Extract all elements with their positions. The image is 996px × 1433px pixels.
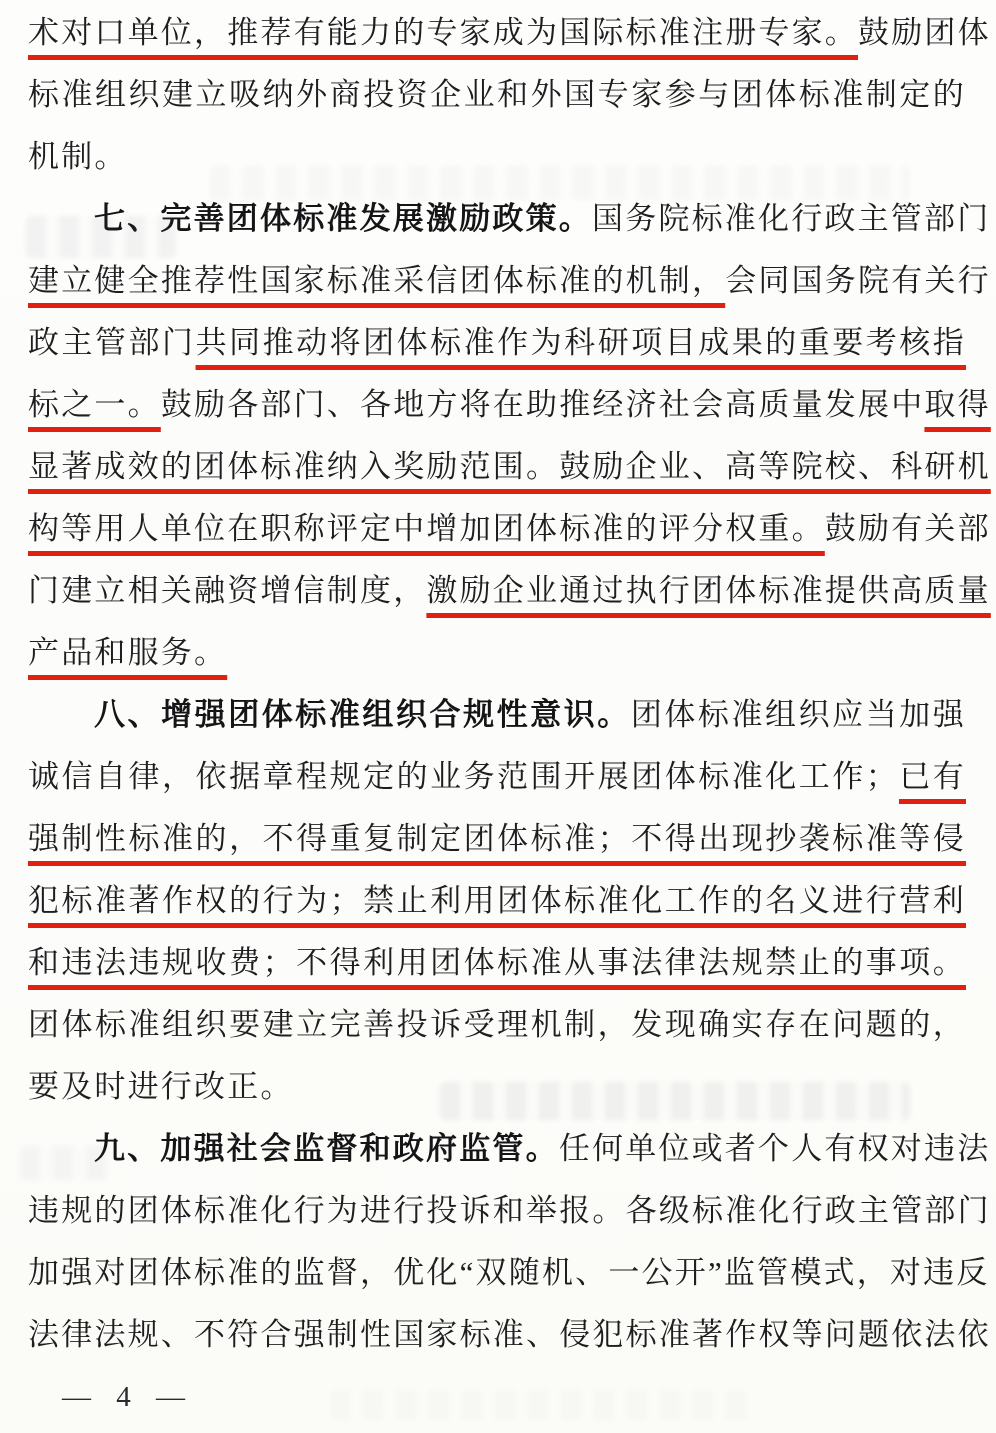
text-line xyxy=(28,312,966,374)
red-underlined-text-run: 犯标准著作权的行为；禁止利用团体标准化工作的名义进行营利 xyxy=(28,883,966,918)
text-line xyxy=(28,870,966,932)
red-underlined-text-run: 强制性标准的，不得重复制定团体标准；不得出现抄袭标准等侵 xyxy=(28,821,966,856)
text-run: 团体标准组织要建立完善投诉受理机制，发现确实存在问题的， xyxy=(28,1007,966,1042)
text-line xyxy=(28,808,966,870)
text-run: 违规的团体标准化行为进行投诉和举报。各级标准化行政主管部门 xyxy=(28,1193,991,1228)
red-underlined-text-run: 激励企业通过执行团体标准提供高质量 xyxy=(426,573,991,608)
text-run: 团体标准组织应当加强 xyxy=(630,697,966,732)
text-run: 要及时进行改正。 xyxy=(28,1069,294,1104)
red-underlined-text-run: 显著成效的团体标准纳入奖励范围。鼓励企业、高等院校、科研机 xyxy=(28,449,991,484)
red-underlined-text-run: 共同推动将团体标准作为科研项目成果的重要考核指 xyxy=(195,325,966,360)
text-line xyxy=(28,994,966,1056)
text-run: 鼓励各部门、各地方将在助推经济社会高质量发展中 xyxy=(160,387,925,422)
text-line xyxy=(28,374,991,436)
text-run: 加强对团体标准的监督，优化“双随机、一公开”监管模式，对违反 xyxy=(28,1255,990,1290)
text-run: 法律法规、不符合强制性国家标准、侵犯标准著作权等问题依法依 xyxy=(28,1317,991,1352)
red-underlined-text-run: 取得 xyxy=(924,387,991,422)
text-run: 标准组织建立吸纳外商投资企业和外国专家参与团体标准制定的 xyxy=(28,77,966,112)
text-line xyxy=(28,932,966,994)
text-run: 任何单位或者个人有权对违法 xyxy=(558,1131,991,1166)
text-line xyxy=(28,1304,991,1366)
section-heading-run: 七、完善团体标准发展激励政策。 xyxy=(94,201,592,236)
text-line xyxy=(28,498,991,560)
text-line xyxy=(28,64,966,126)
text-run: 鼓励团体 xyxy=(858,15,991,50)
text-line xyxy=(28,250,991,312)
document-text-block xyxy=(28,2,991,1366)
text-line xyxy=(28,560,991,622)
text-line xyxy=(28,622,966,684)
text-run: 国务院标准化行政主管部门 xyxy=(592,201,991,236)
text-run: 机制。 xyxy=(28,139,128,174)
text-line xyxy=(28,1242,990,1304)
text-run: 会同国务院有关行 xyxy=(725,263,991,298)
red-underlined-text-run: 已有 xyxy=(898,759,966,794)
text-line xyxy=(28,436,991,498)
page-number: — 4 — xyxy=(62,1381,194,1413)
text-line xyxy=(28,126,966,188)
section-heading-run: 九、加强社会监督和政府监管。 xyxy=(94,1131,559,1166)
text-line xyxy=(28,684,966,746)
section-heading-run: 八、增强团体标准组织合规性意识。 xyxy=(94,697,631,732)
red-underlined-text-run: 构等用人单位在职称评定中增加团体标准的评分权重。 xyxy=(28,511,825,546)
red-underlined-text-run: 建立健全推荐性国家标准采信团体标准的机制， xyxy=(28,263,726,298)
red-underlined-text-run: 标之一。 xyxy=(28,387,161,422)
text-run: 政主管部门 xyxy=(28,325,196,360)
red-underlined-text-run: 术对口单位，推荐有能力的专家成为国际标准注册专家。 xyxy=(28,15,858,50)
text-line xyxy=(28,746,966,808)
text-line xyxy=(28,1118,991,1180)
red-underlined-text-run: 和违法违规收费；不得利用团体标准从事法律法规禁止的事项。 xyxy=(28,945,966,980)
scan-bleedthrough-artifact xyxy=(330,1390,750,1420)
text-run: 诚信自律，依据章程规定的业务范围开展团体标准化工作； xyxy=(28,759,899,794)
text-line xyxy=(28,2,991,64)
text-run: 鼓励有关部 xyxy=(824,511,991,546)
red-underlined-text-run: 产品和服务。 xyxy=(28,635,228,670)
text-line xyxy=(28,188,991,250)
text-line xyxy=(28,1056,966,1118)
text-line xyxy=(28,1180,991,1242)
text-run: 门建立相关融资增信制度， xyxy=(28,573,427,608)
